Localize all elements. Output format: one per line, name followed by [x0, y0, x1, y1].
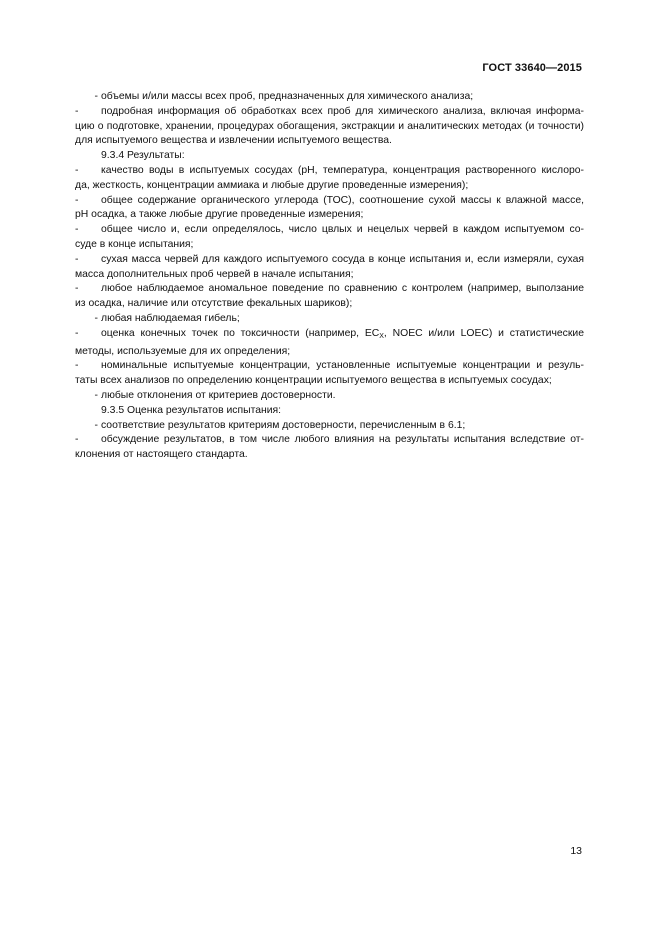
list-item: [75, 164, 584, 194]
list-item: [75, 433, 584, 463]
list-dash: -: [75, 164, 79, 176]
list-dash: -: [75, 360, 79, 372]
list-item-text: цию о подготовке, хранении, процедурах обогащения, экстракции и аналитических методах (и точности): [75, 120, 584, 132]
list-item-text: любая наблюдаемая гибель;: [101, 312, 240, 324]
list-item: [75, 223, 584, 253]
list-item: [75, 253, 584, 283]
list-item: [75, 359, 584, 389]
list-item-text: любое наблюдаемое аномальное поведение по сравнению с контролем (например, выползание: [101, 283, 584, 295]
list-item-text: таты всех анализов по определению концентрации испытуемого вещества в испытуемых сосудах;: [75, 375, 552, 387]
list-dash: -: [75, 253, 79, 265]
list-item: [75, 327, 584, 360]
list-item-text: обсуждение результатов, в том числе любого влияния на результаты испытания вследствие от-: [101, 434, 584, 446]
list-item: [75, 282, 584, 312]
list-item-text: номинальные испытуемые концентрации, установленные испытуемые концентрации и резуль-: [101, 360, 584, 372]
list-item-text: масса дополнительных проб червей в начале испытания;: [75, 268, 354, 280]
list-item-text: клонения от настоящего стандарта.: [75, 449, 248, 461]
list-item: [75, 90, 584, 105]
list-item-text: общее содержание органического углерода (ТОС), соотношение сухой массы к влажной массе,: [101, 194, 584, 206]
list-item: [75, 389, 584, 404]
list-item: [75, 312, 584, 327]
list-item-text: для испытуемого вещества и извлечении испытуемого вещества.: [75, 135, 392, 147]
list-item-text: соответствие результатов критериям достоверности, перечисленным в 6.1;: [101, 419, 466, 431]
list-item: [75, 419, 584, 434]
list-dash: -: [94, 389, 98, 401]
list-dash: -: [94, 419, 98, 431]
subscript: X: [379, 332, 384, 340]
list-item-text: любые отклонения от критериев достоверности.: [101, 389, 336, 401]
list-item-text: подробная информация об обработках всех проб для химического анализа, включая информа-: [101, 105, 584, 117]
list-item-text: объемы и/или массы всех проб, предназначенных для химического анализа;: [101, 91, 474, 102]
list-dash: -: [75, 434, 79, 446]
list-dash: -: [75, 224, 79, 236]
list-dash: -: [75, 105, 79, 117]
list-dash: -: [75, 194, 79, 206]
page-content: [75, 90, 584, 463]
page-number: 13: [570, 845, 582, 857]
list-item-text: методы, используемые для их определения;: [75, 345, 291, 357]
list-item: [75, 194, 584, 224]
list-dash: -: [94, 91, 98, 102]
list-item-text: общее число и, если определялось, число цвлых и нецелых червей в каждом испытуемом со-: [101, 224, 584, 236]
document-code: ГОСТ 33640—2015: [482, 62, 582, 74]
section-heading: 9.3.5 Оценка результатов испытания:: [101, 404, 282, 416]
list-item-text: качество воды в испытуемых сосудах (рН, температура, концентрация растворенного кислоро-: [101, 164, 584, 176]
list-item-text: , NOEC и/или LOEC) и статистические: [383, 327, 584, 339]
list-dash: -: [94, 312, 98, 324]
list-dash: -: [75, 327, 79, 339]
list-item-text: оценка конечных точек по токсичности (например, EC: [101, 327, 380, 339]
list-item-text: сухая масса червей для каждого испытуемого сосуда в конце испытания и, если измеряли, сухая: [101, 253, 584, 265]
list-dash: -: [75, 283, 79, 295]
list-item-text: из осадка, наличие или отсутствие фекальных шариков);: [75, 298, 353, 310]
list-item-text: да, жесткость, концентрации аммиака и любые другие проведенные измерения);: [75, 179, 469, 191]
list-item: [75, 105, 584, 149]
section-heading: 9.3.4 Результаты:: [101, 150, 185, 162]
list-item-text: суде в конце испытания;: [75, 238, 194, 250]
list-item-text: рН осадка, а также любые другие проведенные измерения;: [75, 209, 364, 221]
